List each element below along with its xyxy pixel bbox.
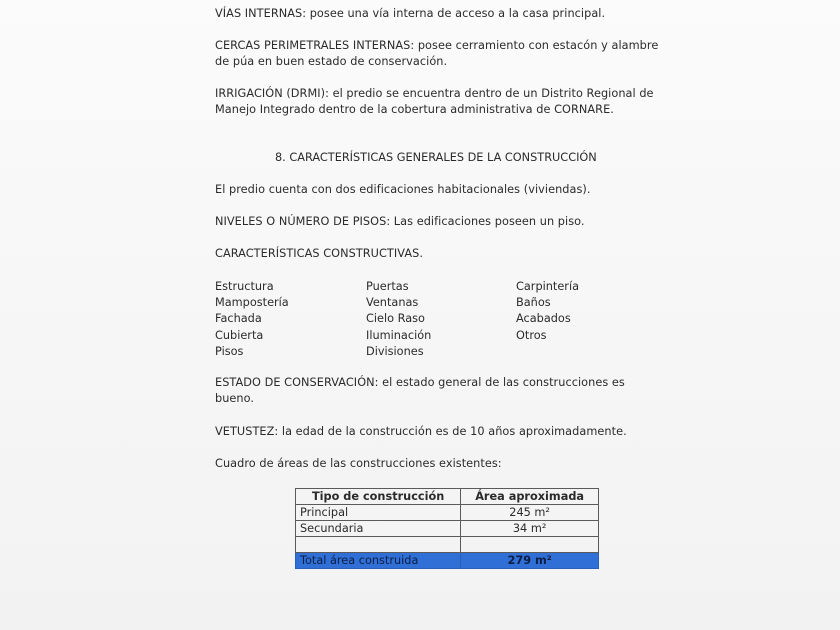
characteristics-column-3: [516, 279, 579, 344]
cercas-paragraph-line2: de púa en buen estado de conservación.: [215, 55, 448, 68]
niveles-paragraph: NIVELES O NÚMERO DE PISOS: Las edificaciones poseen un piso.: [215, 215, 585, 228]
irrigacion-paragraph-line1: IRRIGACIÓN (DRMI): el predio se encuentra dentro de un Distrito Regional de: [215, 87, 654, 100]
table-row: [296, 505, 599, 521]
table-header-cell: Área aproximada: [461, 489, 599, 505]
table-cell: Total área construida: [296, 553, 461, 569]
vetustez-paragraph: VETUSTEZ: la edad de la construcción es de 10 años aproximadamente.: [215, 425, 627, 438]
list-item: Iluminación: [366, 328, 432, 342]
cercas-paragraph-line1: CERCAS PERIMETRALES INTERNAS: posee cerramiento con estacón y alambre: [215, 39, 659, 52]
estado-paragraph-line2: bueno.: [215, 392, 255, 405]
table-cell: 34 m²: [461, 521, 599, 537]
list-item: Cubierta: [215, 328, 264, 342]
list-item: Ventanas: [366, 296, 419, 310]
list-item: Divisiones: [366, 344, 424, 358]
table-cell: 245 m²: [461, 505, 599, 521]
list-item: Carpintería: [516, 280, 580, 293]
list-item: Estructura: [215, 280, 274, 293]
table-cell: Secundaria: [296, 521, 461, 537]
table-cell: [461, 537, 599, 553]
list-item: Acabados: [516, 312, 571, 326]
list-item: Pisos: [215, 344, 244, 358]
list-item: Fachada: [215, 312, 262, 326]
table-header-cell: Tipo de construcción: [296, 489, 461, 505]
cuadro-caption: Cuadro de áreas de las construcciones existentes:: [215, 457, 502, 470]
caracteristicas-heading: CARACTERÍSTICAS CONSTRUCTIVAS.: [215, 247, 423, 260]
areas-table: [295, 488, 599, 569]
list-item: Mampostería: [215, 296, 289, 310]
irrigacion-paragraph-line2: Manejo Integrado dentro de la cobertura administrativa de CORNARE.: [215, 103, 614, 116]
table-row: [296, 537, 599, 553]
estado-paragraph-line1: ESTADO DE CONSERVACIÓN: el estado general de las construcciones es: [215, 376, 625, 389]
characteristics-column-1: [215, 279, 289, 360]
table-total-row: [296, 553, 599, 569]
table-cell: Principal: [296, 505, 461, 521]
table-cell: 279 m²: [461, 553, 599, 569]
vias-internas-paragraph: VÍAS INTERNAS: posee una vía interna de acceso a la casa principal.: [215, 7, 606, 20]
characteristics-column-2: [366, 279, 431, 360]
table-row: [296, 521, 599, 537]
section-heading: 8. CARACTERÍSTICAS GENERALES DE LA CONSTRUCCIÓN: [275, 151, 597, 164]
list-item: Otros: [516, 328, 547, 342]
edificaciones-paragraph: El predio cuenta con dos edificaciones habitacionales (viviendas).: [215, 183, 591, 196]
table-header-row: [296, 489, 599, 505]
list-item: Baños: [516, 296, 551, 310]
table-cell: [296, 537, 461, 553]
list-item: Cielo Raso: [366, 312, 425, 326]
list-item: Puertas: [366, 280, 409, 293]
